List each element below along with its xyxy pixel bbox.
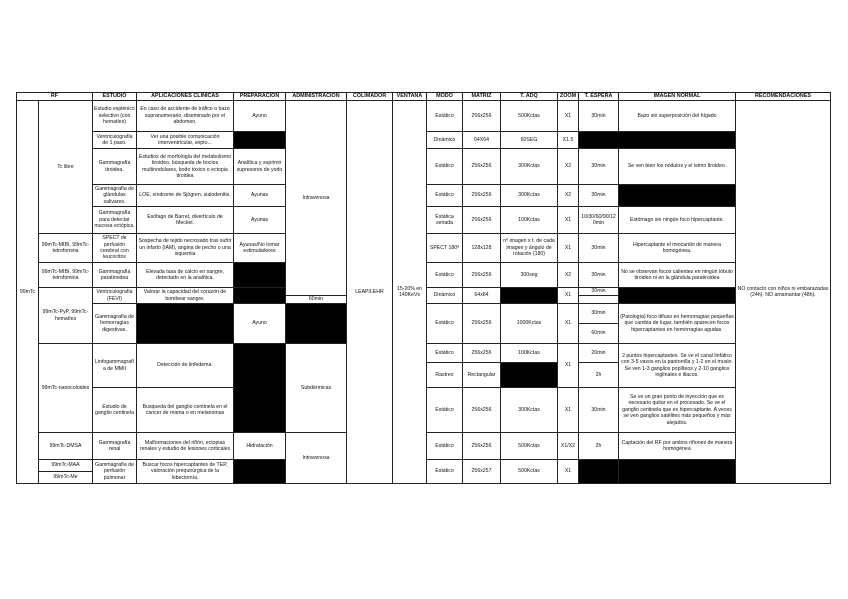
matriz-cell: 128x128: [463, 234, 501, 263]
tespera-cell: 60min: [579, 324, 619, 344]
rf-cell: 99mTc-PyP, 99mTc-hematíes: [39, 288, 93, 344]
rf-cell: 99mTc-MIBI, 99mTc-tetrofomina: [39, 263, 93, 288]
matriz-cell: 64x64: [463, 288, 501, 304]
imagen-cell: (Patología) foco difuso en hemorragias pequeñas que cambia de lugar, también aparecen focos hipercaptantes en hemorragias agudas.: [619, 304, 736, 344]
blank-cell: [234, 132, 286, 149]
zoom-cell: X1: [558, 460, 579, 484]
blank-cell: [234, 344, 286, 433]
rf-cell: 99mTc-Me: [39, 472, 93, 484]
tespera-cell: 10/30/60/90/120min: [579, 207, 619, 234]
header-zoom: ZOOM: [558, 93, 579, 101]
matriz-cell: 256x256: [463, 344, 501, 363]
tespera-cell: 30min: [579, 288, 619, 296]
aplicaciones-cell: En caso de accidente de tráfico o bazo supranumerario, diseminado por el abdomen.: [137, 101, 234, 132]
preparacion-cell: Ayuno: [234, 304, 286, 344]
header-administracion: ADMINISTRACIÓN: [286, 93, 347, 101]
tespera-cell: 30min: [579, 149, 619, 185]
blank-cell: [579, 460, 619, 484]
header-aplicaciones: APLICACIONES CLÍNICAS: [137, 93, 234, 101]
aplicaciones-cell: Estudios de morfología del metabolismo tiroideo, búsqueda de bocios multinodulares, bodo tóxico o ectopia tiroidea: [137, 149, 234, 185]
imagen-cell: 2 puntos hipercaptantes. Se ve el canal linfático con 3-5 vasos en la pantorrilla y 1-2 en el muslo. Se ven 1-3 ganglios poplíteos y 2-10 ganglios inglinales e iliacos.: [619, 344, 736, 388]
estudio-cell: Gammagrafía de hemorragias digestivas.: [93, 304, 137, 344]
zoom-cell: X2: [558, 149, 579, 185]
estudio-cell: Gammagrafía paratiroidea: [93, 263, 137, 288]
modo-cell: Estático: [427, 185, 463, 207]
estudio-cell: Estudio de ganglio centinela: [93, 388, 137, 433]
imagen-cell: Captación del RF por ambos riñones de manera homogénea: [619, 433, 736, 460]
tadq-cell: 300seg: [501, 263, 558, 288]
matriz-cell: 256x256: [463, 388, 501, 433]
preparacion-cell: Ayunas/No tomar estimuladores: [234, 234, 286, 263]
tadq-cell: 300Kctas: [501, 388, 558, 433]
rf-cell: 99mTc-MIBI, 99mTc-tetrofomina: [39, 234, 93, 263]
zoom-cell: X2: [558, 263, 579, 288]
blank-cell: [501, 363, 558, 388]
preparacion-cell: Ayuno: [234, 101, 286, 132]
tespera-cell: 30min: [579, 234, 619, 263]
tespera-cell: 2h: [579, 433, 619, 460]
imagen-cell: Se ve un gran punto de inyección que es necesario quitar en el procesado. Se ve el ganglio centinela que es hipercaptante. A veces se ven ganglios satélites más pequeños y más alejados.: [619, 388, 736, 433]
aplicaciones-cell: Detección de linfedema.: [137, 344, 234, 388]
header-ventana: VENTANA: [393, 93, 427, 101]
header-matriz: MATRIZ: [463, 93, 501, 101]
zoom-cell: X1: [558, 234, 579, 263]
aplicaciones-cell: Busqueda del ganglio centinela en el cancer de mama o en melanomas: [137, 388, 234, 433]
modo-cell: Estático: [427, 304, 463, 344]
rf-cell: 99mTc-nanocoloides: [39, 344, 93, 433]
zoom-cell: X1: [558, 207, 579, 234]
header-row: [17, 93, 831, 101]
imagen-cell: Hipercaptante el miocardio de manera homogénea.: [619, 234, 736, 263]
aplicaciones-cell: Valorar la capacidad del corazón de bombear sangre.: [137, 288, 234, 304]
modo-cell: Estático: [427, 149, 463, 185]
aplicaciones-cell: Ver una posible comunicación interventricular, septo...: [137, 132, 234, 149]
imagen-cell: Se ven bien los nódulos y el istmo tiroideo.: [619, 149, 736, 185]
estudio-cell: Gammagrafía de perfusión pulmonar: [93, 460, 137, 484]
aplicaciones-cell: Elevada tasa de calcio en sangre, detectado en la analítica.: [137, 263, 234, 288]
modo-cell: Estática seriada: [427, 207, 463, 234]
tespera-cell: 30min: [579, 304, 619, 324]
modo-cell: Estático: [427, 433, 463, 460]
blank-cell: [234, 288, 286, 304]
estudio-cell: Gammagrafía para detectar mucosa ectópica.: [93, 207, 137, 234]
recomendaciones-cell: NO contacto con niños ni embarazadas (24h). NO amamantar (48h).: [736, 101, 831, 484]
blank-cell: [619, 460, 736, 484]
zoom-cell: X1: [558, 388, 579, 433]
header-tespera: T. ESPERA: [579, 93, 619, 101]
estudio-cell: Gammagrafía renal: [93, 433, 137, 460]
header-colimador: COLIMADOR: [347, 93, 393, 101]
rf-cell: 99mTc-MAA: [39, 460, 93, 472]
imagen-cell: No se observan focos calientes en ningún lóbulo tiroideo ni en la glándula paratiroidea: [619, 263, 736, 288]
zoom-cell: X1: [558, 101, 579, 132]
blank-cell: [579, 132, 736, 149]
tadq-cell: 100Kctas: [501, 207, 558, 234]
tadq-cell: 500Kctas: [501, 433, 558, 460]
matriz-cell: 256x256: [463, 207, 501, 234]
matriz-cell: 64X64: [463, 132, 501, 149]
modo-cell: Dinámico: [427, 288, 463, 304]
tadq-cell: 1000Kctas: [501, 304, 558, 344]
matriz-cell: 256x256: [463, 263, 501, 288]
aplicaciones-cell: Malformaciones del riñón, ectopias renales y estudio de lesiones corticales: [137, 433, 234, 460]
tespera-cell: 30min: [579, 263, 619, 288]
matriz-cell: 256x256: [463, 304, 501, 344]
header-imagen-normal: IMAGEN NORMAL: [619, 93, 736, 101]
estudio-cell: Estudio esplénico selectivo (con hematíes): [93, 101, 137, 132]
blank-cell: [619, 288, 736, 304]
header-preparacion: PREPARACIÓN: [234, 93, 286, 101]
administracion-cell: Intravenosa: [286, 101, 347, 296]
blank-cell: [137, 304, 234, 344]
ventana-cell: 15-20% en 140KeVs: [393, 101, 427, 484]
estudio-cell: Gammagrafía de glándulas salivares.: [93, 185, 137, 207]
header-modo: MODO: [427, 93, 463, 101]
tespera-cell: 2h: [579, 363, 619, 388]
aplicaciones-cell: Buscar focos hipercaptantes de TEP, valoración prequirúrgica de la lobectomía.: [137, 460, 234, 484]
blank-cell: [234, 263, 286, 288]
aplicaciones-cell: LOE, síndrome de Sjögren, sialodenitis.: [137, 185, 234, 207]
rf-cell: Tc libre: [39, 101, 93, 234]
modo-cell: Rastreo: [427, 363, 463, 388]
matriz-cell: 256x256: [463, 101, 501, 132]
protocol-table: [16, 92, 831, 484]
tadq-cell: 60SEG: [501, 132, 558, 149]
table-row: [17, 101, 831, 132]
tespera-cell: 20min: [579, 344, 619, 363]
matriz-cell: Rectangular: [463, 363, 501, 388]
preparacion-cell: Ayunas: [234, 185, 286, 207]
zoom-cell: X1.5: [558, 132, 579, 149]
zoom-cell: X2: [558, 185, 579, 207]
modo-cell: SPECT 180º: [427, 234, 463, 263]
blank-cell: [619, 185, 736, 207]
matriz-cell: 256x257: [463, 460, 501, 484]
tespera-cell: 30min: [579, 101, 619, 132]
estudio-cell: SPECT de perfusión cerebral con leucocitos: [93, 234, 137, 263]
zoom-cell: X1: [558, 344, 579, 388]
matriz-cell: 256x256: [463, 433, 501, 460]
blank-cell: [234, 460, 286, 484]
estudio-cell: Gammagrafía tiroidea.: [93, 149, 137, 185]
blank-cell: [286, 304, 347, 344]
tadq-cell: 300Kctas: [501, 149, 558, 185]
tespera-cell: 30min: [579, 388, 619, 433]
rf-cell: 99mTc-DMSA: [39, 433, 93, 460]
tadq-cell: 500Kctas: [501, 101, 558, 132]
modo-cell: Estático: [427, 101, 463, 132]
matriz-cell: 256x256: [463, 149, 501, 185]
tadq-cell: 500Kctas: [501, 460, 558, 484]
colimador-cell: LEAP/LEHR: [347, 101, 393, 484]
aplicaciones-cell: Esófago de Barret, divertículo de Meckel.: [137, 207, 234, 234]
header-rf: RF: [17, 93, 93, 101]
preparacion-cell: Ayunas: [234, 207, 286, 234]
modo-cell: Estático: [427, 263, 463, 288]
tadq-cell: 100Kctas: [501, 344, 558, 363]
preparacion-cell: Analítica y suprimir supresores de yodo: [234, 149, 286, 185]
zoom-cell: X1: [558, 288, 579, 304]
estudio-cell: Linfogammagrafía de MMII: [93, 344, 137, 388]
matriz-cell: 256x256: [463, 185, 501, 207]
administracion-cell: Subdérmicas: [286, 344, 347, 433]
modo-cell: Estático: [427, 344, 463, 363]
isotope-cell: 99mTc: [17, 101, 39, 484]
header-recomendaciones: RECOMENDACIONES: [736, 93, 831, 101]
header-estudio: ESTUDIO: [93, 93, 137, 101]
zoom-cell: X1/X2: [558, 433, 579, 460]
imagen-cell: Estómago sin ningún foco hipercaptante.: [619, 207, 736, 234]
administracion-cell: Intravenosa: [286, 433, 347, 484]
aplicaciones-cell: Sospecha de tejido necrosado tras sufrir un infarto (IAM), angina de pecho o una isquemia: [137, 234, 234, 263]
tespera-cell: 30min: [579, 185, 619, 207]
blank-cell: [501, 288, 558, 304]
tadq-cell: 300Kctas: [501, 185, 558, 207]
modo-cell: Estático: [427, 388, 463, 433]
estudio-cell: Ventriculografía (FEVI): [93, 288, 137, 304]
modo-cell: Estático: [427, 460, 463, 484]
imagen-cell: Bazo sin superposición del hígado: [619, 101, 736, 132]
tespera-cell: 60min: [286, 296, 347, 304]
estudio-cell: Ventriculografía de 1 paso.: [93, 132, 137, 149]
preparacion-cell: Hidratación: [234, 433, 286, 460]
header-tadq: T. ADQ: [501, 93, 558, 101]
zoom-cell: X1: [558, 304, 579, 344]
modo-cell: Dinámico: [427, 132, 463, 149]
tadq-cell: nº imagen x t. de cada imagen y ángulo de rotación (180): [501, 234, 558, 263]
